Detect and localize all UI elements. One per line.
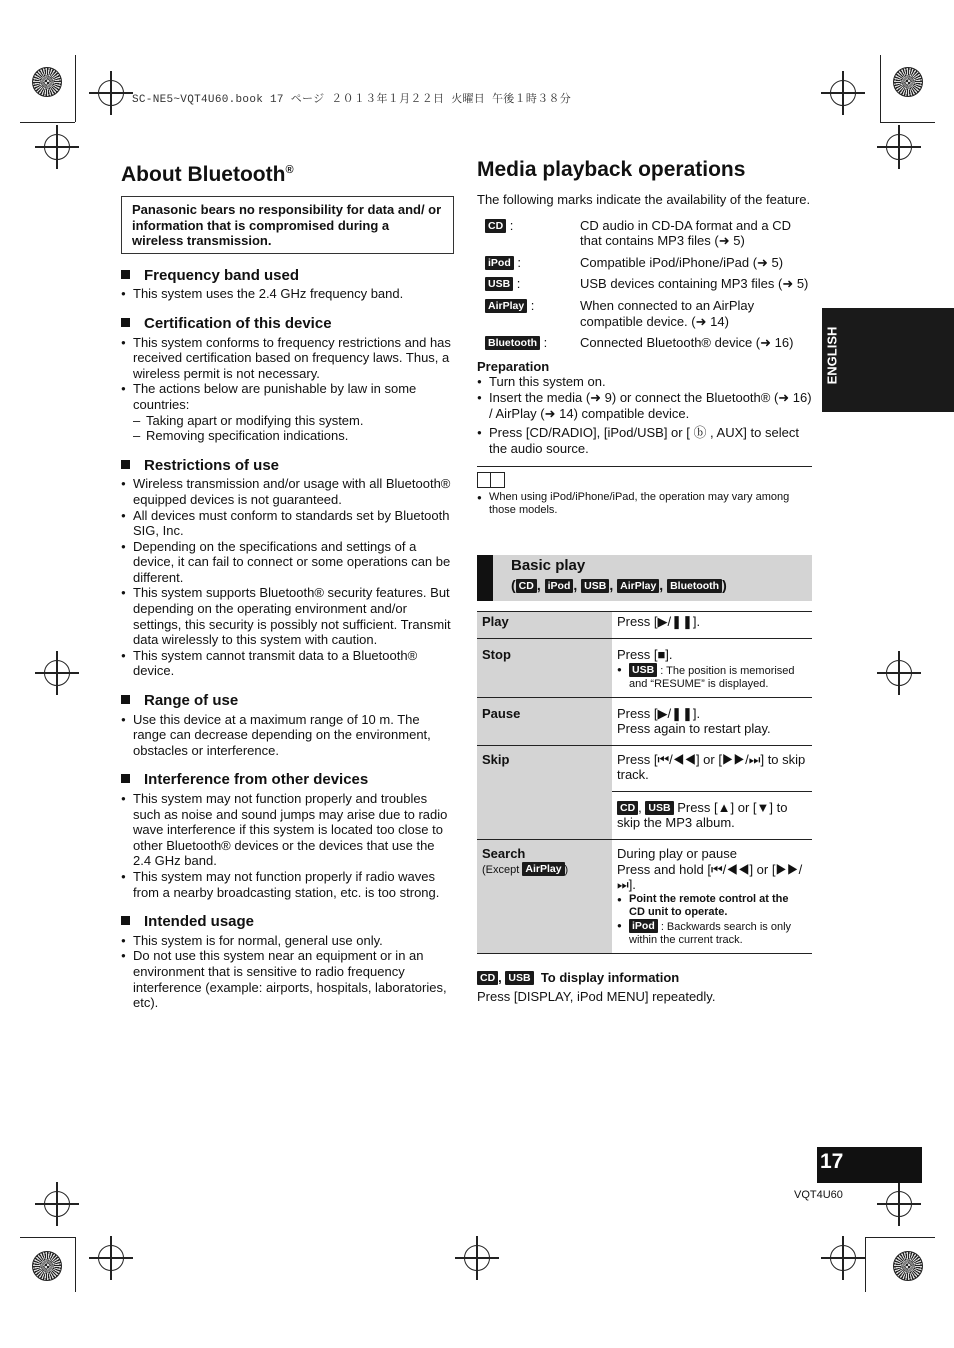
crosshair-mark <box>98 1245 124 1271</box>
table-row: Pause Press [▶/❚❚]. Press again to restart play. <box>477 697 812 745</box>
list-item: ● This system may not function properly and troubles such as noise and sound jumps may arise due to radio wave interference if this system is located too close to other Bluetooth® devices or the devices that use the 2.4 GHz band. <box>121 791 454 869</box>
print-header: SC-NE5~VQT4U60.book 17 ページ ２０１３年１月２２日 火曜日 午後１時３８分 <box>132 94 572 106</box>
display-info-heading: CD , USB To display information <box>477 970 812 986</box>
bullet-list <box>121 286 454 302</box>
list-item: ● Wireless transmission and/or usage with all Bluetooth® equipped devices is not guaranteed. <box>121 476 454 507</box>
table-row: iPod : Compatible iPod/iPhone/iPad (➜ 5) <box>477 255 812 277</box>
page-number: 17 <box>820 1150 844 1173</box>
model-code: VQT4U60 <box>794 1189 843 1201</box>
disclaimer-box: Panasonic bears no responsibility for data and/ or information that is compromised during a wireless transmission. <box>121 196 454 254</box>
crosshair-mark <box>44 1191 70 1217</box>
operations-table <box>477 611 812 954</box>
registration-rose <box>32 1251 62 1281</box>
list-item: ● This system supports Bluetooth® security features. But depending on the operating environment and/or settings, this security is possibly not sufficient. Transmit data wirelessly to this system with caution. <box>121 585 454 647</box>
section-heading: Restrictions of use <box>121 458 454 474</box>
table-row: Stop Press [■]. ● USB : The position is memorised and “RESUME” is displayed. <box>477 638 812 697</box>
list-item: – Taking apart or modifying this system. <box>133 413 454 429</box>
search-notes: ● Point the remote control at the CD unit to operate. ● iPod : Backwards search is only within the current track. <box>617 893 807 947</box>
table-row: AirPlay : When connected to an AirPlay compatible device. (➜ 14) <box>477 298 812 335</box>
table-row: CD : CD audio in CD-DA format and a CD that contains MP3 files (➜ 5) <box>477 218 812 255</box>
preparation-list <box>477 374 812 456</box>
bullet-list <box>121 712 454 759</box>
trim-line <box>20 122 75 123</box>
marks-table <box>477 218 812 357</box>
list-item: ● This system cannot transmit data to a Bluetooth® device. <box>121 648 454 679</box>
list-item: ● Press [CD/RADIO], [iPod/USB] or [ ⓑ , AUX] to select the audio source. <box>477 425 812 456</box>
list-item: ● Insert the media (➜ 9) or connect the Bluetooth® (➜ 16) / AirPlay (➜ 14) compatible device. <box>477 390 812 421</box>
ipod-tag: iPod <box>485 256 514 270</box>
crosshair-mark <box>98 80 124 106</box>
bullet-list <box>121 335 454 413</box>
table-row: USB : USB devices containing MP3 files (➜ 5) <box>477 276 812 298</box>
bullet-list <box>121 476 454 679</box>
registration-rose <box>893 1251 923 1281</box>
crosshair-mark <box>886 134 912 160</box>
airplay-tag: AirPlay <box>485 299 527 313</box>
list-item: ● This system is for normal, general use only. <box>121 933 454 949</box>
trim-line <box>75 1237 76 1292</box>
display-info-text: Press [DISPLAY, iPod MENU] repeatedly. <box>477 989 716 1005</box>
list-item: ● Do not use this system near an equipment or in an environment that is sensitive to radio frequency interference (example: airports, hospitals, laboratories, etc). <box>121 948 454 1010</box>
list-item: ● The actions below are punishable by law in some countries: <box>121 381 454 412</box>
preparation-heading: Preparation <box>477 358 550 374</box>
list-item: ● Turn this system on. <box>477 374 812 390</box>
table-row: CD , USB Press [▲] or [▼] to skip the MP3 album. <box>477 791 812 839</box>
left-column <box>121 158 454 1011</box>
crosshair-mark <box>886 660 912 686</box>
trim-line <box>865 1237 935 1238</box>
stop-note: ● USB : The position is memorised and “RESUME” is displayed. <box>617 663 807 691</box>
crosshair-mark <box>44 660 70 686</box>
bullet-list <box>121 791 454 900</box>
right-column <box>477 158 812 1005</box>
list-item: ● This system uses the 2.4 GHz frequency band. <box>121 286 454 302</box>
note-list <box>477 491 812 517</box>
intro-text: The following marks indicate the availability of the feature. <box>477 192 811 207</box>
crosshair-mark <box>886 1191 912 1217</box>
usb-tag: USB <box>485 277 513 291</box>
registration-rose <box>32 67 62 97</box>
trim-line <box>75 55 76 122</box>
section-heading: Interference from other devices <box>121 772 454 788</box>
table-row: Search (Except AirPlay ) During play or pause Press and hold [⏮/◀◀] or [▶▶/⏭]. ● Point the remote control at the CD unit to operate. ● iPod : Backwards search is only within the current track. <box>477 840 812 954</box>
about-bluetooth-title: About Bluetooth® <box>121 163 294 186</box>
list-item: ● This system conforms to frequency restrictions and has received certification based on frequency laws. Thus, a wireless permit is not necessary. <box>121 335 454 382</box>
language-tab-label: ENGLISH <box>824 326 840 385</box>
list-item: ● Depending on the specifications and settings of a device, it can fail to connect or some operations can be different. <box>121 539 454 586</box>
section-heading: Certification of this device <box>121 316 454 332</box>
list-item: – Removing specification indications. <box>133 428 454 444</box>
basic-play-tags: ( CD , iPod , USB , AirPlay , Bluetooth ) <box>511 577 727 594</box>
table-row: Skip Press [⏮/◀◀] or [▶▶/⏭] to skip track. <box>477 745 812 791</box>
bluetooth-tag: Bluetooth <box>485 336 540 350</box>
note-book-icon <box>477 472 505 488</box>
registration-rose <box>893 67 923 97</box>
crosshair-mark <box>44 134 70 160</box>
crosshair-mark <box>830 1245 856 1271</box>
basic-play-heading: Basic play <box>511 557 586 575</box>
dash-list <box>121 413 454 444</box>
section-heading: Intended usage <box>121 914 454 930</box>
note-box <box>477 466 812 517</box>
section-heading: Range of use <box>121 693 454 709</box>
list-item: ● All devices must conform to standards set by Bluetooth SIG, Inc. <box>121 508 454 539</box>
list-item: ● When using iPod/iPhone/iPad, the operation may vary among those models. <box>477 491 812 517</box>
list-item: ● This system may not function properly if radio waves from a nearby broadcasting station, etc. is too strong. <box>121 869 454 900</box>
crosshair-mark <box>830 80 856 106</box>
trim-line <box>865 1237 866 1292</box>
cd-tag: CD <box>485 219 506 233</box>
media-playback-title: Media playback operations <box>477 158 746 181</box>
basic-play-panel <box>477 555 812 601</box>
list-item: ● Use this device at a maximum range of 10 m. The range can decrease depending on the environment, obstacles or interference. <box>121 712 454 759</box>
table-row: Bluetooth : Connected Bluetooth® device (➜ 16) <box>477 335 812 357</box>
table-row: Play Press [▶/❚❚]. <box>477 612 812 639</box>
trim-line <box>20 1237 75 1238</box>
trim-line <box>880 55 881 122</box>
crosshair-mark <box>464 1245 490 1271</box>
bullet-list <box>121 933 454 1011</box>
trim-line <box>880 122 935 123</box>
section-heading: Frequency band used <box>121 268 454 284</box>
